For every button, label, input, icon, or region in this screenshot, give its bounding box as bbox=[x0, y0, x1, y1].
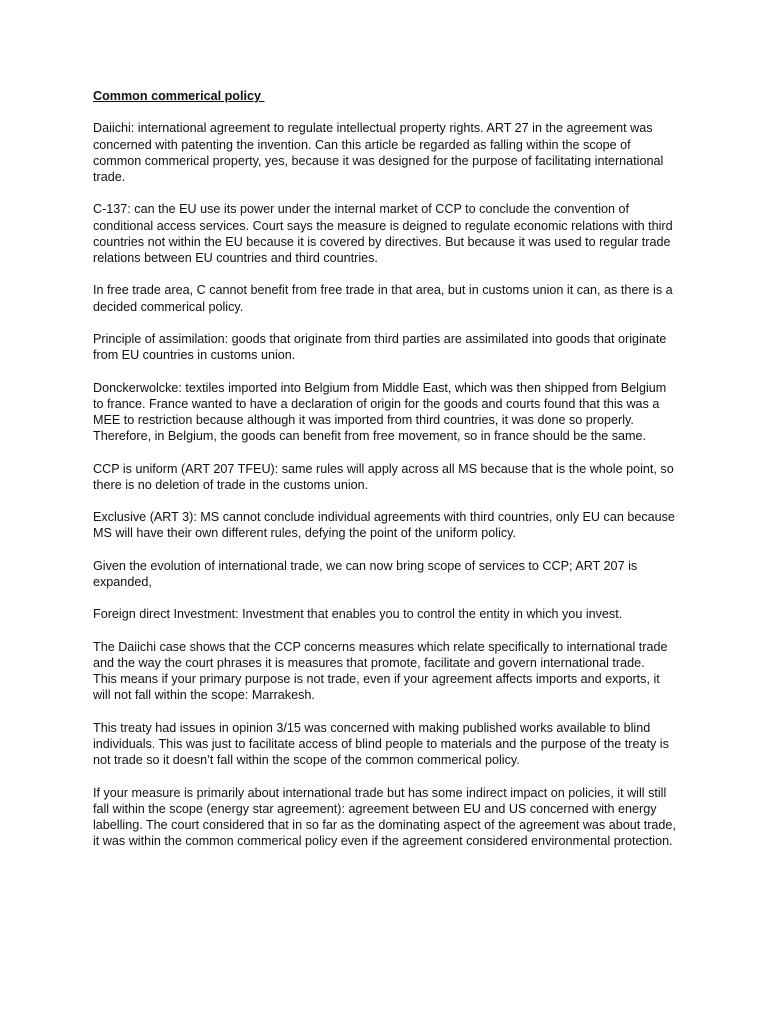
paragraph-daiichi: Daiichi: international agreement to regulate intellectual property rights. ART 27 in the agreement was concerned with patenting the invention. Can this article be regarded as falling within the scope of common commerical property, yes, because it was designed for the purpose of facilitating international trade. bbox=[93, 121, 664, 184]
paragraph-free-trade-area: In free trade area, C cannot benefit from free trade in that area, but in customs union it can, as there is a decided commerical policy. bbox=[93, 283, 673, 314]
paragraph-opinion-3-15: This treaty had issues in opinion 3/15 was concerned with making published works available to blind individuals. This was just to facilitate access of blind people to materials and the purpose of the treaty is not trade so it doesn’t fall within the scope of the common commerical policy. bbox=[93, 720, 669, 768]
paragraph-energy-star: If your measure is primarily about international trade but has some indirect impact on policies, it will still fall within the scope (energy star agreement): agreement between EU and US concerned with energy labelling. The court considered that in so far as the dominating aspect of the agreement was about trade, it was within the common commerical policy even if the agreement considered environmental protection. bbox=[93, 785, 676, 849]
paragraph-exclusive: Exclusive (ART 3): MS cannot conclude individual agreements with third countries, only EU can because MS will have their own different rules, defying the point of the uniform policy. bbox=[93, 510, 675, 541]
paragraph-c137: C-137: can the EU use its power under the internal market of CCP to conclude the convention of conditional access services. Court says the measure is deigned to regulate economic relations with third countries not within the EU because it is covered by directives. But because it was used to regular trade relations between EU countries and third countries. bbox=[93, 202, 673, 265]
paragraph-fdi: Foreign direct Investment: Investment that enables you to control the entity in which you invest. bbox=[93, 607, 623, 622]
paragraph-donckerwolcke: Donckerwolcke: textiles imported into Belgium from Middle East, which was then shipped from Belgium to france. France wanted to have a declaration of origin for the goods and courts found that this was a MEE to restriction because although it was imported from third countries, it was done so properly. Therefore, in Belgium, the goods can benefit from free movement, so in france should be the same. bbox=[93, 380, 667, 444]
paragraph-evolution: Given the evolution of international trade, we can now bring scope of services to CCP; ART 207 is expanded, bbox=[93, 558, 638, 589]
document-title: Common commerical policy bbox=[93, 89, 265, 103]
document-body bbox=[93, 88, 678, 866]
paragraph-ccp-uniform: CCP is uniform (ART 207 TFEU): same rules will apply across all MS because that is the whole point, so there is no deletion of trade in the customs union. bbox=[93, 461, 674, 492]
paragraph-assimilation: Principle of assimilation: goods that originate from third parties are assimilated into goods that originate from EU countries in customs union. bbox=[93, 331, 667, 363]
paragraph-daiichi-case: The Daiichi case shows that the CCP concerns measures which relate specifically to international trade and the way the court phrases it is measures that promote, facilitate and govern international trade. bbox=[93, 639, 668, 670]
paragraph-primary-purpose: This means if your primary purpose is not trade, even if your agreement affects imports and exports, it will not fall within the scope: Marrakesh. bbox=[93, 672, 660, 703]
